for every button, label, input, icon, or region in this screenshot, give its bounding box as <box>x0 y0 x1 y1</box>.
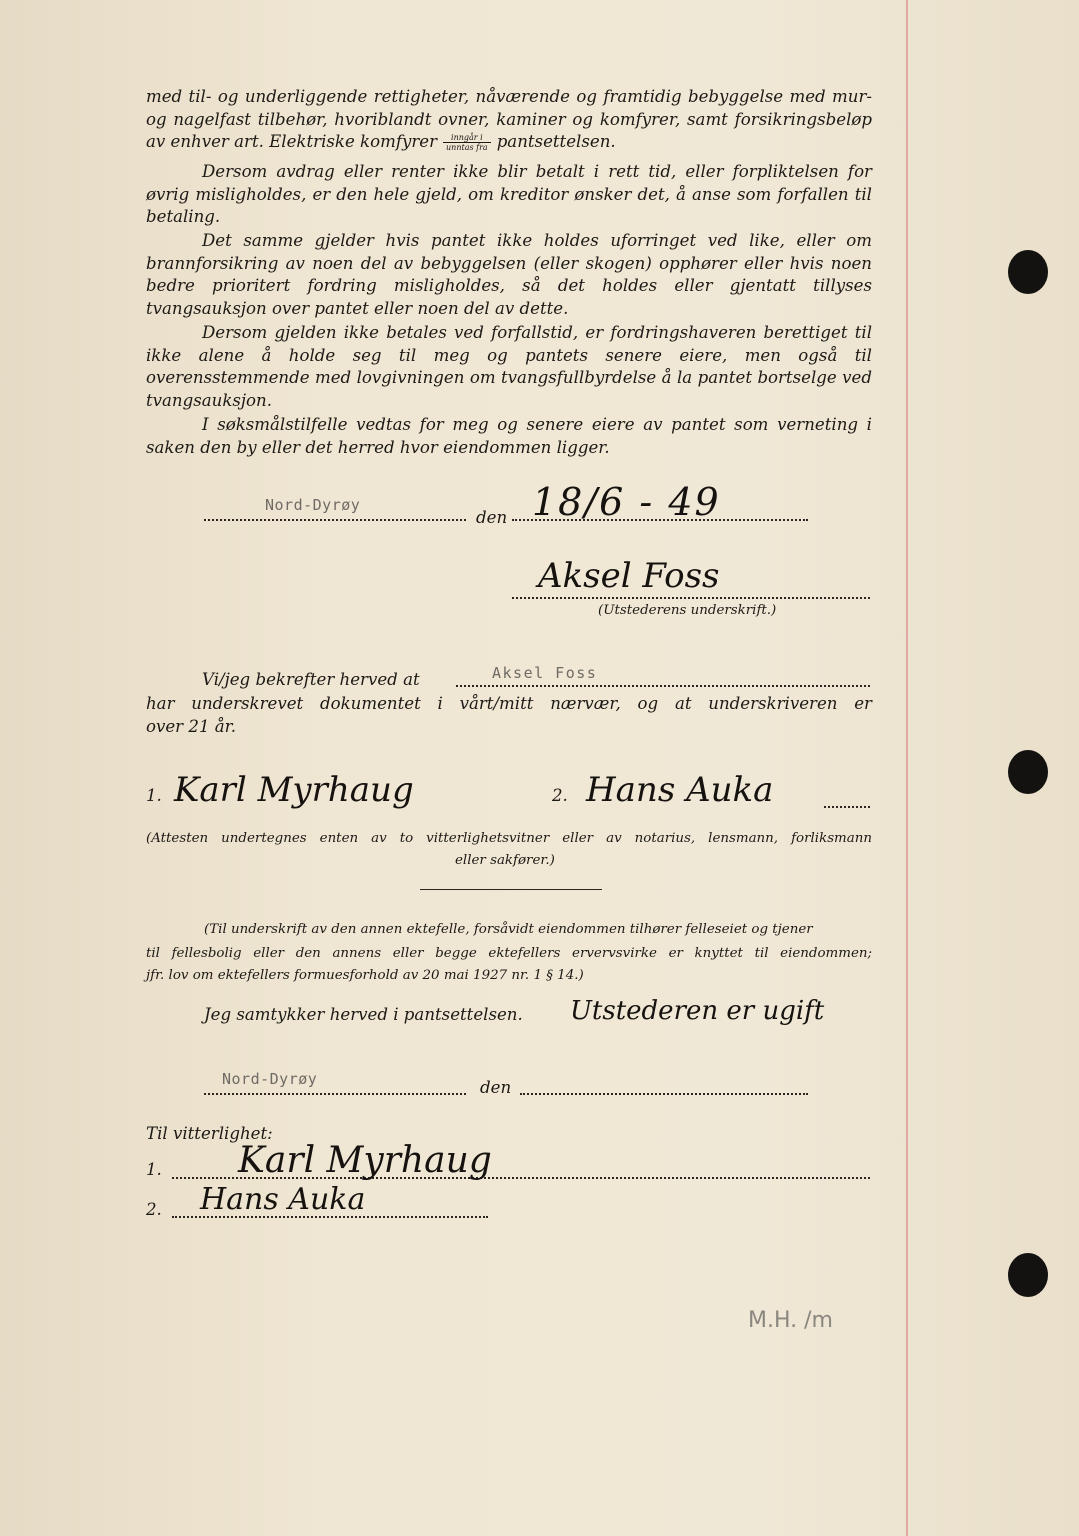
spouse-note-line3: jfr. lov om ektefellers formuesforhold av 20 mai 1927 nr. 1 § 14.) <box>146 968 584 983</box>
attest-label: Til vitterlighet: <box>146 1124 273 1143</box>
attest-1-number: 1. <box>146 1160 162 1179</box>
confirmation-name-line <box>456 685 870 687</box>
date2-line <box>520 1093 808 1095</box>
den2-label: den <box>480 1078 512 1097</box>
attest-2-signature: Hans Auka <box>200 1182 366 1217</box>
margin-rule <box>906 0 908 1536</box>
witness-note-line1: (Attesten undertegnes enten av to vitterlighetsvitner eller av notarius, lensmann, forliksmann <box>146 831 872 846</box>
den-label: den <box>476 508 508 527</box>
place2-line <box>204 1093 466 1095</box>
paragraph-default: Dersom avdrag eller renter ikke blir betalt i rett tid, eller forpliktelsen for øvrig misligholdes, er den hele gjeld, om kreditor ønsker det, å anse som forfallen til betaling. <box>146 162 872 227</box>
witness-1-number: 1. <box>146 786 162 805</box>
place-line <box>204 519 466 521</box>
issuer-signature: Aksel Foss <box>538 556 720 596</box>
witness-2-signature: Hans Auka <box>586 770 774 810</box>
fraction: $\frac{\text{inngår i}}{\text{unntas fra}}$ <box>443 133 491 152</box>
confirmation-prefix: Vi/jeg bekrefter herved at <box>202 670 420 689</box>
issuer-caption: (Utstederens underskrift.) <box>598 603 777 618</box>
paragraph-property: med til- og underliggende rettigheter, nåværende og framtidig bebyggelse med mur- og nagelfast tilbehør, hvoriblandt ovner, kaminer og komfyrer, samt forsikringsbeløp av enhver art. Elektriske komfyrer $\frac{\text{inngår i}}{\text{unntas fra}}$ pantsettelsen. <box>146 87 872 153</box>
confirmation-line2: har underskrevet dokumentet i vårt/mitt nærvær, og at underskriveren er <box>146 694 872 713</box>
issuer-signature-line <box>512 597 870 599</box>
initials-mark: M.H. /m <box>748 1308 833 1333</box>
witness-note-line2: eller sakfører.) <box>455 853 555 868</box>
confirmation-name: Aksel Foss <box>492 664 598 682</box>
spouse-note-line1: (Til underskrift av den annen ektefelle, forsåvidt eiendommen tilhører felleseiet og tjener <box>204 922 813 937</box>
consent-label: Jeg samtykker herved i pantsettelsen. <box>204 1005 523 1024</box>
date-handwritten: 18/6 - 49 <box>532 480 721 524</box>
divider <box>420 889 602 890</box>
witness-2-number: 2. <box>552 786 568 805</box>
punch-hole <box>1008 1253 1048 1297</box>
attest-2-number: 2. <box>146 1200 162 1219</box>
paragraph-due: Dersom gjelden ikke betales ved forfallstid, er fordringshaveren berettiget til ikke alene å holde seg til meg og pantets senere eiere, men også til overensstemmende med lovgivningen om tvangsfullbyrdelse å la pantet bortselge ved tvangsauksjon. <box>146 323 872 411</box>
attest-1-signature: Karl Myrhaug <box>238 1140 492 1181</box>
witness-line <box>824 806 870 808</box>
confirmation-line3: over 21 år. <box>146 717 237 736</box>
punch-hole <box>1008 250 1048 294</box>
punch-hole <box>1008 750 1048 794</box>
paragraph-deterioration: Det samme gjelder hvis pantet ikke holdes uforringet ved like, eller om brannforsikring av noen del av bebyggelsen (eller skogen) opphører eller hvis noen bedre prioritert fordring misligholdes, så det holdes eller gjentatt tillyses tvangsauksjon over pantet eller noen del av dette. <box>146 231 872 319</box>
witness-1-signature: Karl Myrhaug <box>174 770 414 810</box>
spouse-note-line2: til fellesbolig eller den annens eller begge ektefellers ervervsvirke er knyttet til eiendommen; <box>146 946 872 961</box>
place2-typed: Nord-Dyrøy <box>222 1070 318 1088</box>
consent-handwritten: Utstederen er ugift <box>570 996 825 1026</box>
place-typed: Nord-Dyrøy <box>265 496 361 514</box>
paragraph-venue: I søksmålstilfelle vedtas for meg og senere eiere av pantet som verneting i saken den by eller det herred hvor eiendommen ligger. <box>146 415 872 457</box>
